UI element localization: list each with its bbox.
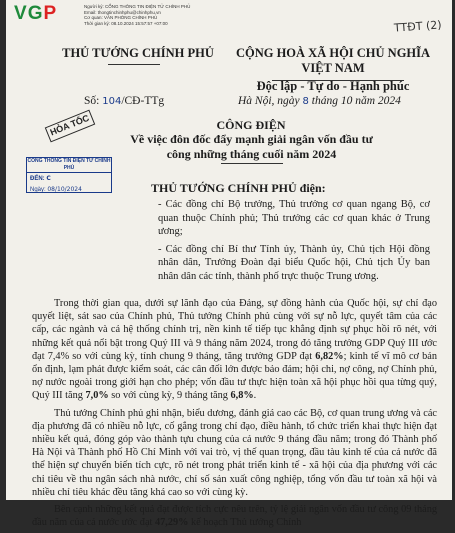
body-paragraph: Trong thời gian qua, dưới sự lãnh đạo của Đảng, sự đồng hành của Quốc hội, sự chỉ đạo quyết liệt, sát sao của Chính phủ, Thủ tướng Chính phủ cùng với sự nỗ lực, quyết tâm của các cấp, các ngành và cả hệ thống chính trị, nền kinh tế tiếp tục khẳng định sự phục hồi rõ nét, với những kết quả nổi bật trong Quý III và 9 tháng năm 2024, trong đó tăng trưởng GDP Quý III ước đạt 7,4% so với cùng kỳ, tính chung 9 tháng, tăng trưởng GDP đạt 6,82%; kinh tế vĩ mô cơ bản ổn định, lạm phát được kiểm soát, các cân đối lớn được bảo đảm; hội chi, nợ công, nợ Chính phủ, nợ nước ngoài trong giới hạn cho phép; vốn đầu tư thực hiện toàn xã hội phục hồi qua từng quý, Quý III tăng 7,0% so với cùng kỳ, 9 tháng tăng 6,8%. bbox=[32, 298, 437, 402]
received-stamp: CỔNG THÔNG TIN ĐIỆN TỬ CHÍNH PHỦ ĐẾN: C Ngày: 08/10/2024 bbox=[27, 158, 111, 193]
issuing-authority: THỦ TƯỚNG CHÍNH PHỦ bbox=[62, 46, 214, 60]
document-date: Hà Nội, ngày 8 tháng 10 năm 2024 bbox=[238, 95, 401, 107]
body-paragraph: Thủ tướng Chính phủ ghi nhận, biểu dương, đánh giá cao các Bộ, cơ quan trung ương và các địa phương đã có nhiều nỗ lực, cố gắng trong chỉ đạo, điều hành, tổ chức triển khai thực hiện đạt nhiều kết quả, đóng góp vào thành tựu chung của cả nước 9 tháng đầu năm; trong đó Thành phố Hà Nội và Thành phố Hồ Chí Minh với vai trò, vị thế quan trọng, đầu tàu kinh tế của cả nước đã thể hiện sự chuyển biến tích cực, rõ nét trong phát triển kinh tế - xã hội của địa phương với các chỉ tiêu về thu ngân sách nhà nước, chỉ số sản xuất công nghiệp, tổng vốn đầu tư toàn xã hội và nhiều chỉ tiêu khác đều tăng khá cao so với cùng kỳ. bbox=[32, 407, 437, 498]
vgp-logo: VGP bbox=[14, 3, 58, 24]
addressee-list bbox=[158, 198, 430, 287]
body-paragraph: Bên cạnh những kết quả đạt được tích cực nêu trên, tỷ lệ giải ngân vốn đầu tư công 09 tháng đầu năm của cả nước ước đạt 47,29% kế hoạch Thủ tướng Chính bbox=[32, 504, 437, 529]
document-body bbox=[32, 297, 437, 533]
urgent-stamp: HỎA TỐC bbox=[45, 110, 95, 143]
addressee-item: - Các đồng chí Bí thư Tỉnh ủy, Thành ủy, Chủ tịch Hội đồng nhân dân, Trưởng Đoàn đại biểu Quốc hội, Chủ tịch Ủy ban nhân dân các tỉnh, thành phố trực thuộc Trung ương. bbox=[158, 243, 430, 282]
handwritten-note: TTĐT (2) bbox=[394, 18, 443, 35]
addressee-item: - Các đồng chí Bộ trưởng, Thủ trưởng cơ quan ngang Bộ, cơ quan thuộc Chính phủ; Thủ trưởng các cơ quan khác ở Trung ương; bbox=[158, 199, 430, 237]
document-page bbox=[6, 0, 452, 529]
document-number: Số: 104/CĐ-TTg bbox=[84, 95, 165, 107]
digital-signature-info: Người ký: CỔNG THÔNG TIN ĐIỆN TỬ CHÍNH PHỦ Email: thongtinchinhphu@chinhphu.vn Cơ quan: VĂN PHÒNG CHÍNH PHỦ Thời gian ký: 08.10.2024 15:57:57 +07:00 bbox=[84, 4, 191, 26]
divider-left bbox=[108, 64, 160, 65]
national-title: CỘNG HOÀ XÃ HỘI CHỦ NGHĨA VIỆT NAM Độc lập - Tự do - Hạnh phúc bbox=[228, 46, 438, 94]
divider-subject bbox=[221, 163, 283, 164]
document-subject: Về việc đôn đốc đẩy mạnh giải ngân vốn đầu tư công những tháng cuối năm 2024 bbox=[130, 132, 373, 161]
document-title: CÔNG ĐIỆN bbox=[216, 118, 286, 132]
national-motto: Độc lập - Tự do - Hạnh phúc bbox=[256, 79, 410, 93]
addressee-heading: THỦ TƯỚNG CHÍNH PHỦ điện: bbox=[151, 181, 326, 195]
divider-right bbox=[272, 80, 404, 81]
